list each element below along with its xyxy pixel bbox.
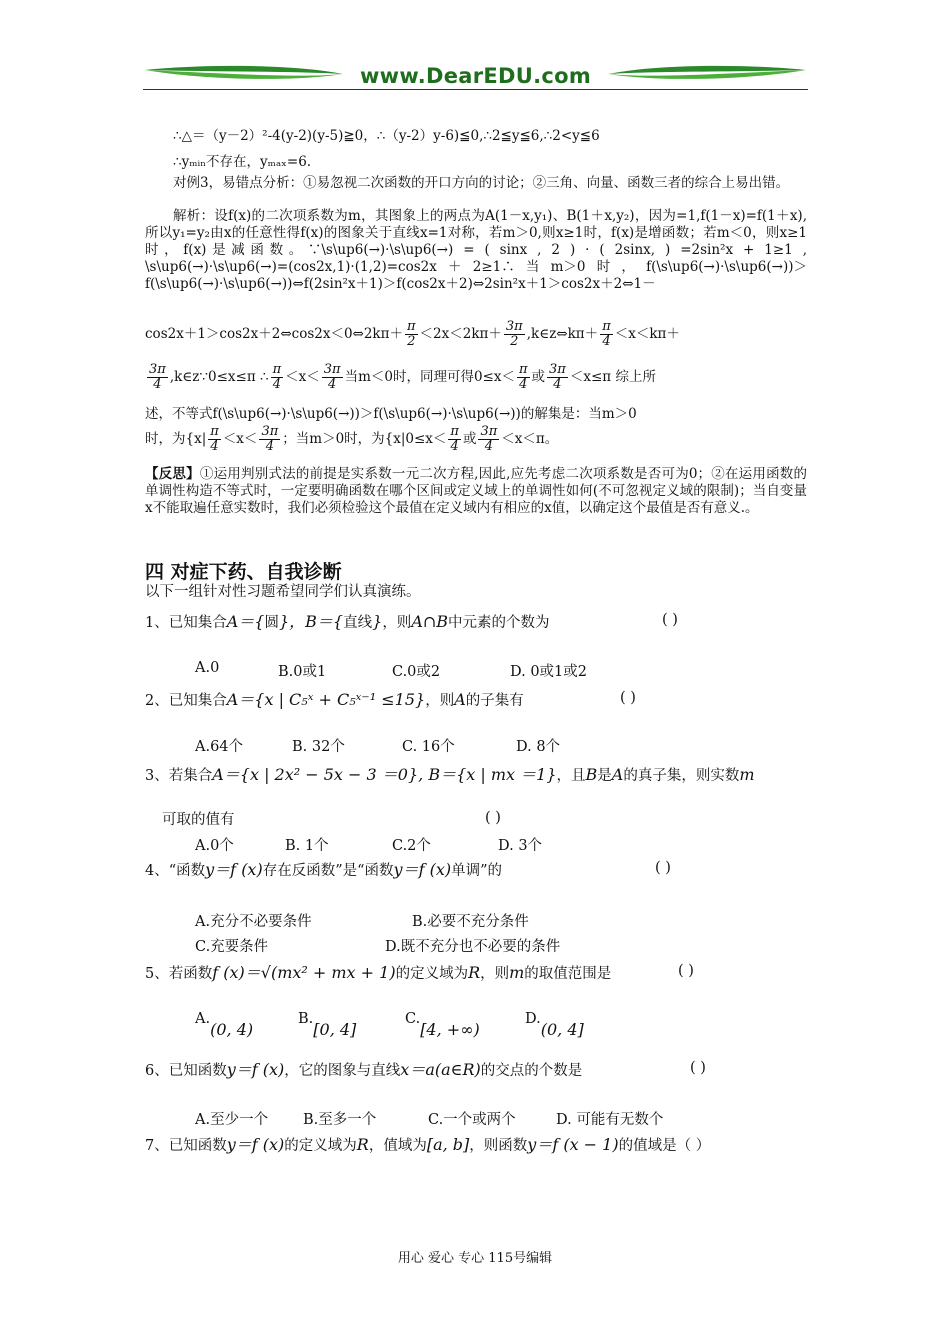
- answer-paren: ( ): [620, 690, 636, 706]
- fraction: $\frac{\pi}{4}$: [450, 424, 459, 454]
- section-intro: 以下一组针对性习题希望同学们认真演练。: [145, 584, 421, 600]
- option-a: A.充分不必要条件: [195, 914, 312, 930]
- solution-line-1: ∴△＝（y－2）²-4(y-2)(y-5)≧0，∴（y-2）y-6)≦0,∴2≦y≦6,∴2<y≦6: [173, 128, 600, 144]
- option-b: B.[0, 4]: [298, 1011, 357, 1039]
- reflection-label: 【反思】: [145, 466, 200, 482]
- fraction: $\frac{3\pi}{4}$: [261, 424, 279, 454]
- solution-line-7: 述，不等式f(\s\up6(→)·\s\up6(→))＞f(\s\up6(→)·\s\up6(→))的解集是：当m＞0: [145, 406, 637, 422]
- option-c: C.一个或两个: [428, 1112, 516, 1128]
- option-c: C.0或2: [392, 664, 441, 680]
- answer-paren: ( ): [485, 810, 501, 826]
- option-a: A.至少一个: [195, 1112, 269, 1128]
- option-b: B. 32个: [292, 739, 345, 755]
- option-b: B.0或1: [278, 664, 327, 680]
- option-d: D. 3个: [498, 838, 543, 854]
- question-1: 1、已知集合A＝{圆}，B＝{直线}，则A∩B中元素的个数为: [145, 612, 550, 631]
- site-header: [143, 62, 808, 92]
- solution-paragraph: 解析：设f(x)的二次项系数为m，其图象上的两点为A(1－x,y₁)、B(1＋x,y₂)，因为=1,f(1－x)=f(1＋x),所以y₁=y₂由x的任意性得f(x)的图象关于直线x=1对称，若m＞0,则x≥1时，f(x)是增函数；若m＜0，则x≥1时，f(x)是减函数。∵\s\up6(→)·\s\up6(→) = ( sinx , 2 ) · ( 2sinx, ) =2sin²x + 1≥1 , \s\up6(→)·\s\up6(→)=(cos2x,1)·(1,2)=cos2x＋2≥1∴当m＞0时，f(\s\up6(→)·\s\up6(→))＞f(\s\up6(→)·\s\up6(→))⇔f(2sin²x＋1)＞f(cos2x＋2)⇔2sin²x＋1＞cos2x＋2⇔1－: [145, 208, 807, 292]
- answer-paren: ( ): [655, 860, 671, 876]
- option-c: C.[4, +∞): [405, 1011, 480, 1039]
- answer-paren: ( ): [678, 963, 694, 979]
- fraction: $\frac{3\pi}{2}$: [505, 319, 523, 349]
- question-5: 5、若函数f (x)＝√(mx² + mx + 1)的定义域为R，则m的取值范围是: [145, 963, 612, 982]
- fraction: $\frac{\pi}{4}$: [210, 424, 219, 454]
- option-b: B.至多一个: [303, 1112, 377, 1128]
- option-b: B.必要不充分条件: [412, 914, 529, 930]
- fraction: $\frac{\pi}{4}$: [518, 362, 528, 392]
- option-a: A.0个: [195, 838, 234, 854]
- fraction: $\frac{\pi}{4}$: [602, 319, 611, 349]
- option-b: B. 1个: [285, 838, 329, 854]
- option-c: C. 16个: [402, 739, 455, 755]
- section-heading: 四 对症下药、自我诊断: [145, 561, 342, 583]
- reflection-paragraph: 【反思】①运用判别式法的前提是实系数一元二次方程,因此,应先考虑二次项系数是否可为0；②在运用函数的单调性构造不等式时，一定要明确函数在哪个区间或定义域上的单调性如何(不可忽视定义域的限制)；当自变量x不能取遍任意实数时，我们必须检验这个最值在定义域内有相应的x值，以确定这个最值是否有意义.。: [145, 466, 808, 516]
- option-c: C.2个: [392, 838, 431, 854]
- question-3: 3、若集合A＝{x | 2x² − 5x − 3 ＝0}, B＝{x | mx ＝1}，且B是A的真子集，则实数m: [145, 765, 755, 784]
- fraction: $\frac{\pi}{2}$: [407, 319, 416, 349]
- question-3-line-2: 可取的值有: [162, 812, 235, 828]
- fraction: $\frac{3\pi}{4}$: [480, 424, 498, 454]
- question-2: 2、已知集合A＝{x | C₅ˣ + C₅ˣ⁻¹ ≤15}，则A的子集有: [145, 690, 524, 709]
- option-a: A.64个: [195, 739, 244, 755]
- option-d: D. 8个: [516, 739, 561, 755]
- fraction: $\frac{3\pi}{4}$: [323, 362, 341, 392]
- fraction: $\frac{\pi}{4}$: [272, 362, 282, 392]
- answer-paren: ( ): [662, 612, 678, 628]
- option-d: D. 可能有无数个: [556, 1112, 664, 1128]
- question-4: 4、“函数y＝f (x)存在反函数”是“函数y＝f (x)单调”的: [145, 860, 503, 879]
- fraction: $\frac{3\pi}{4}$: [549, 362, 566, 392]
- fraction: $\frac{3\pi}{4}$: [149, 362, 166, 392]
- option-d: D. 0或1或2: [510, 664, 588, 680]
- analysis-paragraph: 对例3，易错点分析：①易忽视二次函数的开口方向的讨论；②三角、向量、函数三者的综合上易出错。: [173, 175, 790, 191]
- option-a: A.(0, 4): [195, 1011, 254, 1039]
- solution-line-5: cos2x＋1＞cos2x＋2⇔cos2x＜0⇔2kπ＋ $\frac{\pi}{2}$ ＜2x＜2kπ＋ $\frac{3\pi}{2}$ ,k∈z⇔kπ＋ $\frac{\pi}{4}$ ＜x＜kπ＋: [145, 319, 680, 349]
- option-d: D.既不充分也不必要的条件: [385, 939, 561, 955]
- header-rule: [143, 89, 808, 90]
- question-7: 7、已知函数y＝f (x)的定义域为R，值域为[a, b]，则函数y＝f (x − 1)的值域是（ ）: [145, 1135, 711, 1154]
- page-footer: 用心 爱心 专心 115号编辑: [397, 1251, 553, 1266]
- solution-line-8: 时，为{x| $\frac{\pi}{4}$ ＜x＜ $\frac{3\pi}{4}$ ；当m＞0时，为{x|0≤x＜ $\frac{\pi}{4}$ 或 $\frac{3\pi}{4}$ ＜x＜π。: [145, 424, 559, 454]
- question-6: 6、已知函数y＝f (x)，它的图象与直线x＝a(a∈R)的交点的个数是: [145, 1060, 583, 1079]
- option-c: C.充要条件: [195, 939, 269, 955]
- answer-paren: ( ): [690, 1060, 706, 1076]
- option-a: A.0: [195, 660, 220, 676]
- solution-line-2: ∴yₘᵢₙ不存在，yₘₐₓ=6.: [173, 154, 312, 170]
- site-logo-text[interactable]: www.DearEDU.com: [359, 64, 592, 88]
- solution-line-6: $\frac{3\pi}{4}$ ,k∈z∵0≤x≤π ∴ $\frac{\pi}{4}$ ＜x＜ $\frac{3\pi}{4}$ 当m＜0时，同理可得0≤x＜ $\frac{\pi}{4}$ 或 $\frac{3\pi}{4}$ ＜x≤π 综上所: [149, 362, 656, 392]
- option-d: D.(0, 4]: [525, 1011, 584, 1039]
